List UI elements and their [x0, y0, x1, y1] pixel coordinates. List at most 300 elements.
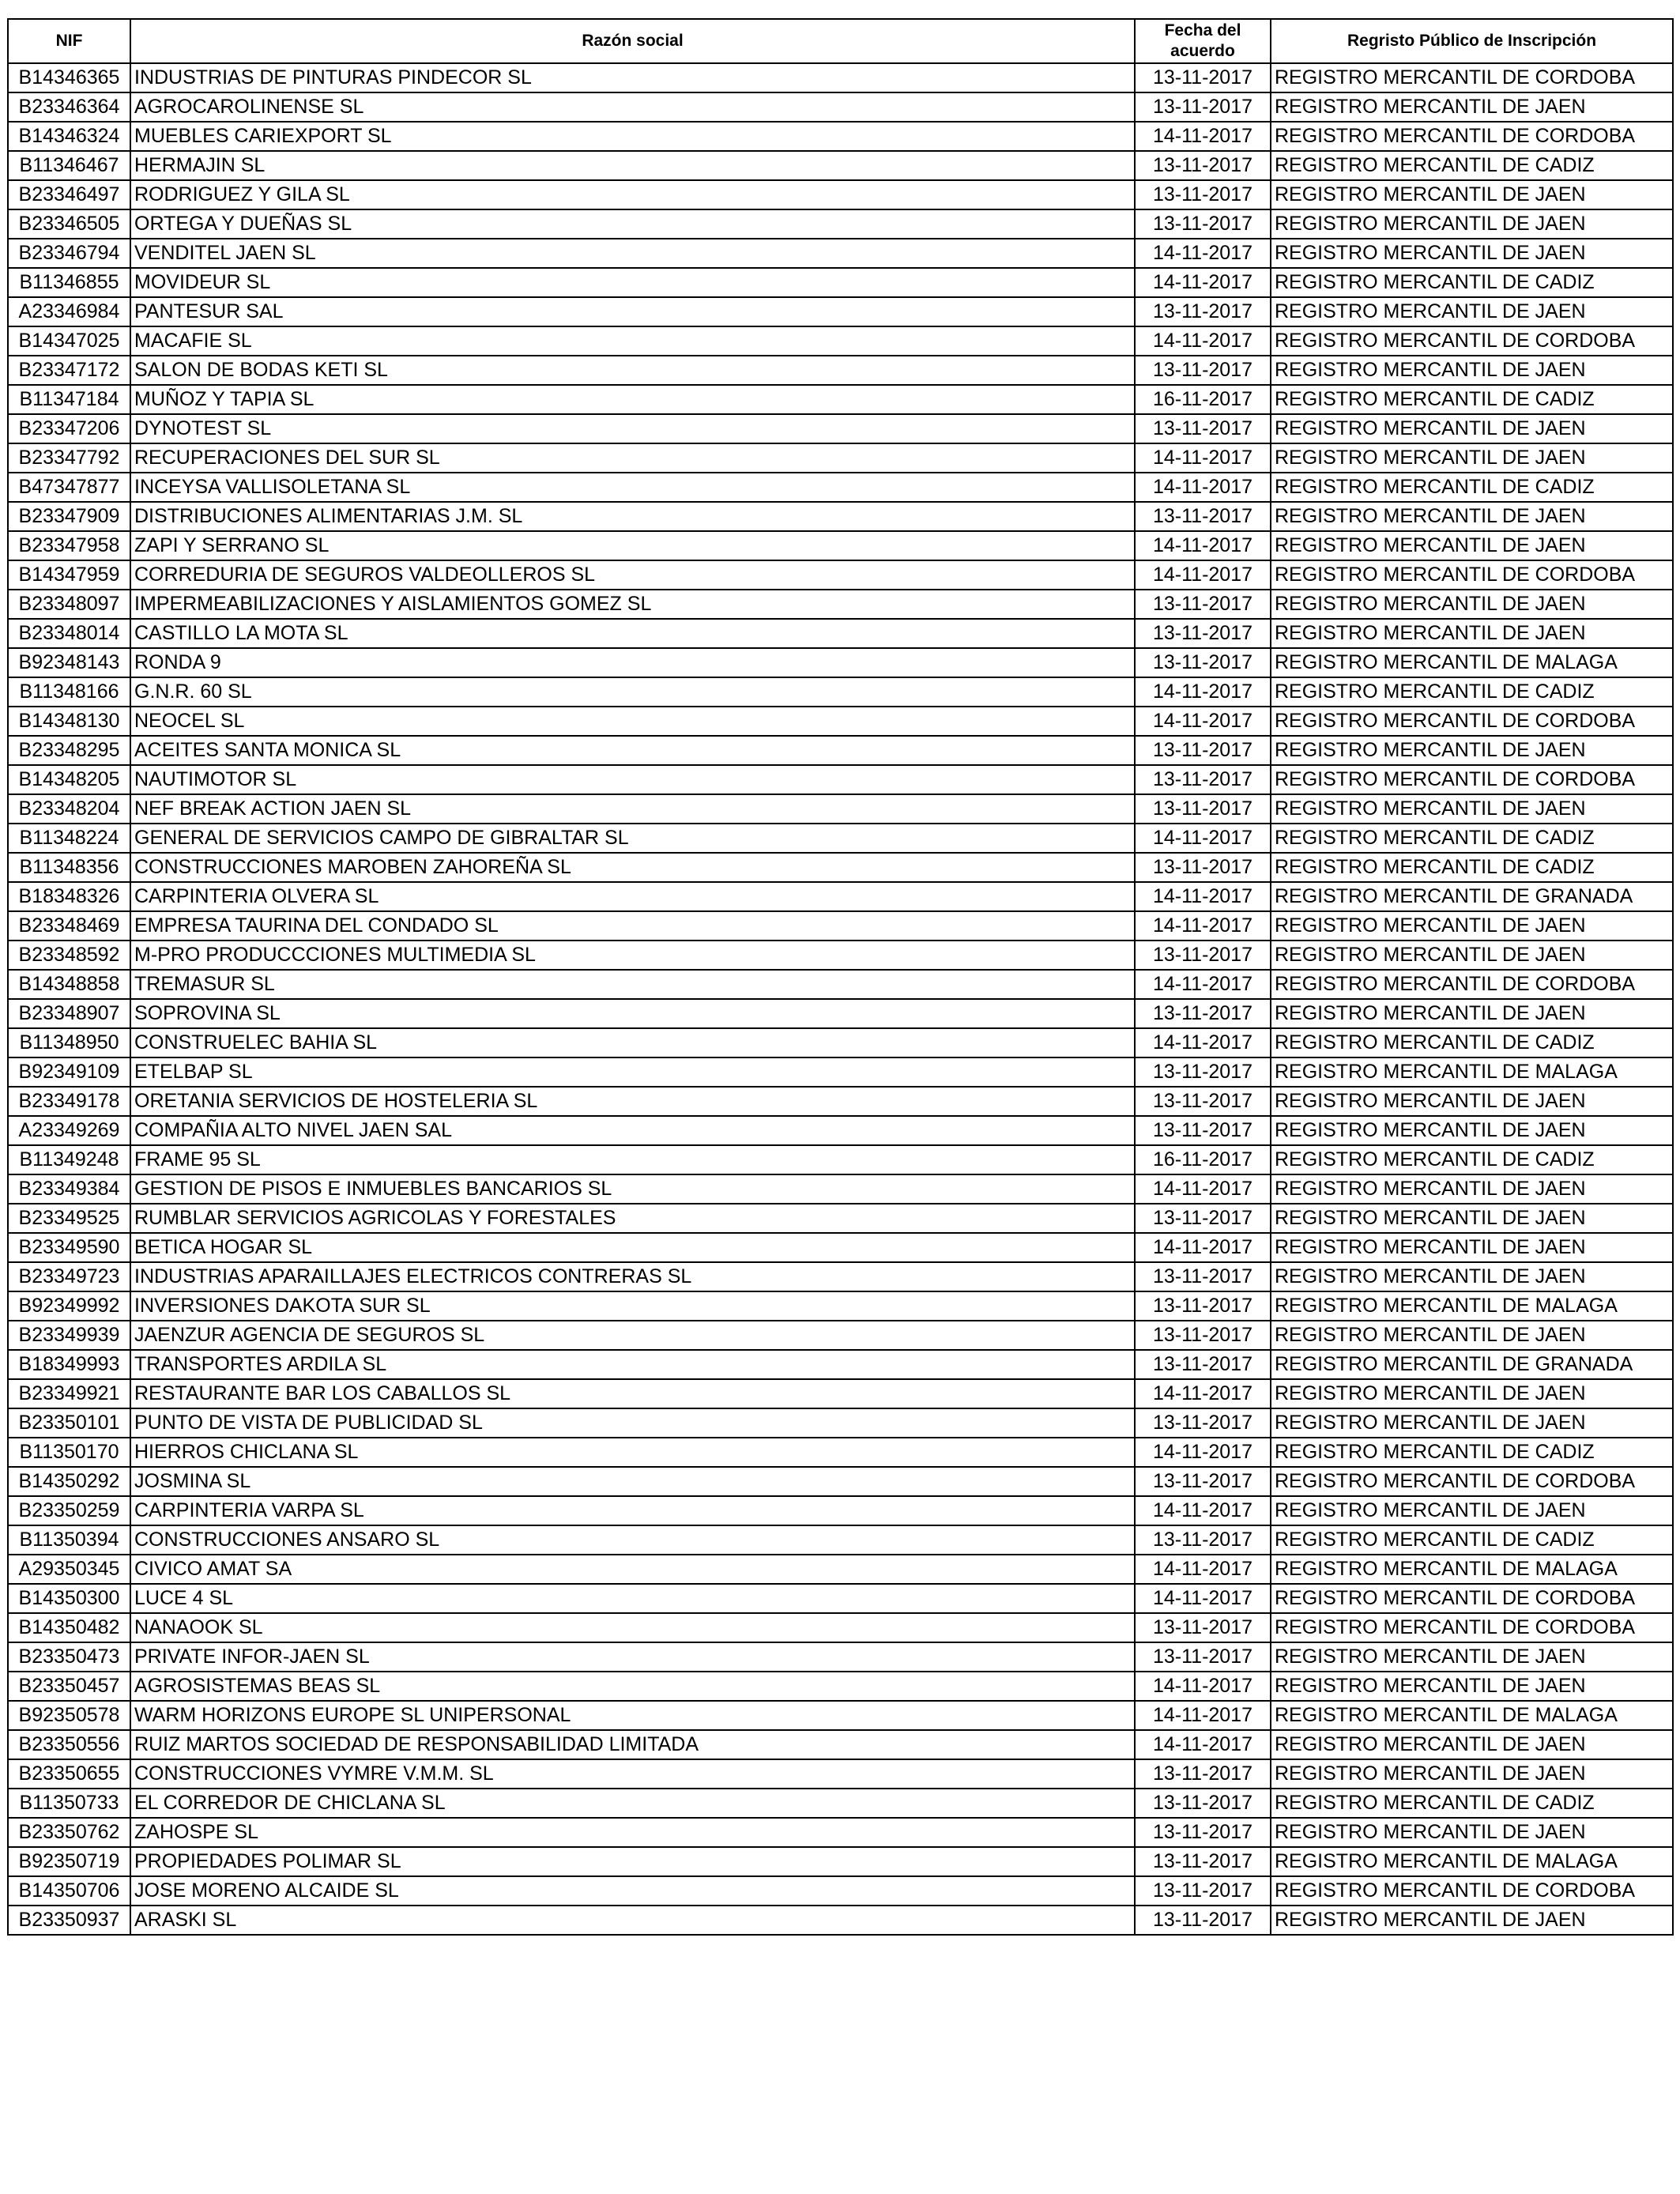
cell-nif: B23346497	[8, 180, 130, 209]
table-row	[8, 1496, 1673, 1525]
cell-nif: B23350457	[8, 1672, 130, 1701]
cell-nif: A23346984	[8, 297, 130, 326]
cell-registro: REGISTRO MERCANTIL DE JAEN	[1271, 794, 1673, 824]
table-row	[8, 1438, 1673, 1467]
cell-nif: A29350345	[8, 1555, 130, 1584]
cell-registro: REGISTRO MERCANTIL DE JAEN	[1271, 1233, 1673, 1262]
cell-nif: B11350733	[8, 1789, 130, 1818]
cell-nif: B23347909	[8, 502, 130, 531]
cell-fecha: 13-11-2017	[1135, 414, 1271, 443]
table-row	[8, 1613, 1673, 1642]
cell-nif: B14346365	[8, 63, 130, 92]
table-row	[8, 385, 1673, 414]
cell-registro: REGISTRO MERCANTIL DE JAEN	[1271, 1818, 1673, 1847]
table-row	[8, 1379, 1673, 1408]
cell-registro: REGISTRO MERCANTIL DE CADIZ	[1271, 473, 1673, 502]
cell-nif: B11346467	[8, 151, 130, 180]
cell-razon-social: NEOCEL SL	[130, 707, 1135, 736]
cell-nif: B14350300	[8, 1584, 130, 1613]
cell-razon-social: ZAHOSPE SL	[130, 1818, 1135, 1847]
cell-fecha: 16-11-2017	[1135, 1145, 1271, 1174]
cell-registro: REGISTRO MERCANTIL DE JAEN	[1271, 443, 1673, 473]
header-row	[8, 19, 1673, 63]
cell-registro: REGISTRO MERCANTIL DE JAEN	[1271, 1204, 1673, 1233]
table-row	[8, 1291, 1673, 1321]
cell-fecha: 13-11-2017	[1135, 1467, 1271, 1496]
cell-registro: REGISTRO MERCANTIL DE JAEN	[1271, 941, 1673, 970]
cell-razon-social: CARPINTERIA VARPA SL	[130, 1496, 1135, 1525]
cell-fecha: 14-11-2017	[1135, 1379, 1271, 1408]
cell-fecha: 13-11-2017	[1135, 1408, 1271, 1438]
cell-nif: B18348326	[8, 882, 130, 911]
cell-nif: B23348469	[8, 911, 130, 941]
cell-fecha: 14-11-2017	[1135, 1174, 1271, 1204]
cell-registro: REGISTRO MERCANTIL DE JAEN	[1271, 239, 1673, 268]
cell-registro: REGISTRO MERCANTIL DE CORDOBA	[1271, 326, 1673, 356]
cell-nif: B23348592	[8, 941, 130, 970]
cell-nif: B92349109	[8, 1057, 130, 1087]
cell-fecha: 16-11-2017	[1135, 385, 1271, 414]
table-row	[8, 1116, 1673, 1145]
column-header-fecha	[1135, 19, 1271, 63]
cell-razon-social: JAENZUR AGENCIA DE SEGUROS SL	[130, 1321, 1135, 1350]
cell-registro: REGISTRO MERCANTIL DE CORDOBA	[1271, 1467, 1673, 1496]
cell-nif: B23350655	[8, 1759, 130, 1789]
cell-razon-social: MUEBLES CARIEXPORT SL	[130, 122, 1135, 151]
cell-razon-social: RONDA 9	[130, 648, 1135, 677]
cell-fecha: 13-11-2017	[1135, 1818, 1271, 1847]
cell-fecha: 13-11-2017	[1135, 1291, 1271, 1321]
cell-razon-social: LUCE 4 SL	[130, 1584, 1135, 1613]
table-row	[8, 1525, 1673, 1555]
cell-nif: B18349993	[8, 1350, 130, 1379]
cell-fecha: 13-11-2017	[1135, 941, 1271, 970]
table-row	[8, 590, 1673, 619]
cell-registro: REGISTRO MERCANTIL DE JAEN	[1271, 1087, 1673, 1116]
table-row	[8, 970, 1673, 999]
cell-registro: REGISTRO MERCANTIL DE JAEN	[1271, 1321, 1673, 1350]
cell-fecha: 14-11-2017	[1135, 1438, 1271, 1467]
cell-fecha: 13-11-2017	[1135, 1789, 1271, 1818]
cell-nif: B23347206	[8, 414, 130, 443]
cell-fecha: 13-11-2017	[1135, 1204, 1271, 1233]
cell-nif: B23348295	[8, 736, 130, 765]
cell-nif: B11348356	[8, 853, 130, 882]
cell-nif: B23348014	[8, 619, 130, 648]
cell-razon-social: EL CORREDOR DE CHICLANA SL	[130, 1789, 1135, 1818]
cell-registro: REGISTRO MERCANTIL DE JAEN	[1271, 1408, 1673, 1438]
cell-registro: REGISTRO MERCANTIL DE JAEN	[1271, 999, 1673, 1028]
cell-fecha: 14-11-2017	[1135, 1496, 1271, 1525]
cell-nif: B23349178	[8, 1087, 130, 1116]
cell-nif: B11350394	[8, 1525, 130, 1555]
cell-registro: REGISTRO MERCANTIL DE CORDOBA	[1271, 707, 1673, 736]
cell-fecha: 14-11-2017	[1135, 443, 1271, 473]
cell-razon-social: CORREDURIA DE SEGUROS VALDEOLLEROS SL	[130, 560, 1135, 590]
cell-fecha: 14-11-2017	[1135, 531, 1271, 560]
cell-razon-social: RODRIGUEZ Y GILA SL	[130, 180, 1135, 209]
table-row	[8, 1028, 1673, 1057]
table-row	[8, 677, 1673, 707]
cell-registro: REGISTRO MERCANTIL DE JAEN	[1271, 531, 1673, 560]
table-row	[8, 180, 1673, 209]
cell-registro: REGISTRO MERCANTIL DE CADIZ	[1271, 1525, 1673, 1555]
cell-fecha: 14-11-2017	[1135, 1730, 1271, 1759]
cell-fecha: 14-11-2017	[1135, 1028, 1271, 1057]
cell-razon-social: MACAFIE SL	[130, 326, 1135, 356]
cell-nif: B14348858	[8, 970, 130, 999]
cell-registro: REGISTRO MERCANTIL DE CADIZ	[1271, 385, 1673, 414]
table-row	[8, 531, 1673, 560]
cell-fecha: 14-11-2017	[1135, 882, 1271, 911]
cell-razon-social: M-PRO PRODUCCCIONES MULTIMEDIA SL	[130, 941, 1135, 970]
cell-razon-social: FRAME 95 SL	[130, 1145, 1135, 1174]
table-row	[8, 1555, 1673, 1584]
cell-razon-social: DISTRIBUCIONES ALIMENTARIAS J.M. SL	[130, 502, 1135, 531]
cell-razon-social: INVERSIONES DAKOTA SUR SL	[130, 1291, 1135, 1321]
table-row	[8, 707, 1673, 736]
cell-razon-social: MUÑOZ Y TAPIA SL	[130, 385, 1135, 414]
cell-registro: REGISTRO MERCANTIL DE JAEN	[1271, 1262, 1673, 1291]
table-row	[8, 297, 1673, 326]
cell-razon-social: PANTESUR SAL	[130, 297, 1135, 326]
cell-registro: REGISTRO MERCANTIL DE MALAGA	[1271, 1701, 1673, 1730]
cell-fecha: 13-11-2017	[1135, 999, 1271, 1028]
cell-fecha: 13-11-2017	[1135, 180, 1271, 209]
cell-registro: REGISTRO MERCANTIL DE JAEN	[1271, 1730, 1673, 1759]
cell-nif: B14348130	[8, 707, 130, 736]
cell-registro: REGISTRO MERCANTIL DE CADIZ	[1271, 1028, 1673, 1057]
cell-fecha: 14-11-2017	[1135, 970, 1271, 999]
cell-registro: REGISTRO MERCANTIL DE JAEN	[1271, 502, 1673, 531]
cell-nif: B23349921	[8, 1379, 130, 1408]
table-row	[8, 1730, 1673, 1759]
cell-fecha: 13-11-2017	[1135, 1525, 1271, 1555]
cell-razon-social: JOSMINA SL	[130, 1467, 1135, 1496]
cell-registro: REGISTRO MERCANTIL DE CADIZ	[1271, 853, 1673, 882]
table-row	[8, 1350, 1673, 1379]
cell-razon-social: NEF BREAK ACTION JAEN SL	[130, 794, 1135, 824]
table-row	[8, 1408, 1673, 1438]
cell-razon-social: CONSTRUCCIONES VYMRE V.M.M. SL	[130, 1759, 1135, 1789]
cell-razon-social: PROPIEDADES POLIMAR SL	[130, 1847, 1135, 1876]
registry-table	[7, 18, 1674, 1936]
cell-registro: REGISTRO MERCANTIL DE GRANADA	[1271, 882, 1673, 911]
cell-razon-social: ACEITES SANTA MONICA SL	[130, 736, 1135, 765]
cell-razon-social: RUIZ MARTOS SOCIEDAD DE RESPONSABILIDAD LIMITADA	[130, 1730, 1135, 1759]
column-header-nif: NIF	[8, 19, 130, 63]
cell-fecha: 13-11-2017	[1135, 1642, 1271, 1672]
table-row	[8, 239, 1673, 268]
table-row	[8, 473, 1673, 502]
table-row	[8, 1642, 1673, 1672]
table-row	[8, 414, 1673, 443]
cell-registro: REGISTRO MERCANTIL DE CADIZ	[1271, 1789, 1673, 1818]
cell-fecha: 13-11-2017	[1135, 1906, 1271, 1935]
cell-fecha: 13-11-2017	[1135, 92, 1271, 122]
column-header-razon-social: Razón social	[130, 19, 1135, 63]
cell-nif: B23350101	[8, 1408, 130, 1438]
cell-registro: REGISTRO MERCANTIL DE JAEN	[1271, 180, 1673, 209]
cell-fecha: 13-11-2017	[1135, 209, 1271, 239]
table-row	[8, 1906, 1673, 1935]
cell-nif: B92349992	[8, 1291, 130, 1321]
table-row	[8, 1701, 1673, 1730]
cell-nif: B23348907	[8, 999, 130, 1028]
cell-registro: REGISTRO MERCANTIL DE JAEN	[1271, 1759, 1673, 1789]
cell-nif: B14350292	[8, 1467, 130, 1496]
fecha-header-line1: Fecha del	[1164, 21, 1241, 40]
table-row	[8, 882, 1673, 911]
cell-fecha: 14-11-2017	[1135, 1672, 1271, 1701]
cell-registro: REGISTRO MERCANTIL DE MALAGA	[1271, 1057, 1673, 1087]
cell-razon-social: JOSE MORENO ALCAIDE SL	[130, 1876, 1135, 1906]
cell-razon-social: TRANSPORTES ARDILA SL	[130, 1350, 1135, 1379]
cell-fecha: 14-11-2017	[1135, 1701, 1271, 1730]
cell-razon-social: PUNTO DE VISTA DE PUBLICIDAD SL	[130, 1408, 1135, 1438]
table-row	[8, 502, 1673, 531]
cell-registro: REGISTRO MERCANTIL DE CADIZ	[1271, 1145, 1673, 1174]
cell-nif: B14347959	[8, 560, 130, 590]
cell-fecha: 13-11-2017	[1135, 1847, 1271, 1876]
cell-registro: REGISTRO MERCANTIL DE JAEN	[1271, 1496, 1673, 1525]
cell-razon-social: AGROCAROLINENSE SL	[130, 92, 1135, 122]
cell-fecha: 14-11-2017	[1135, 473, 1271, 502]
cell-razon-social: RUMBLAR SERVICIOS AGRICOLAS Y FORESTALES	[130, 1204, 1135, 1233]
cell-fecha: 13-11-2017	[1135, 736, 1271, 765]
cell-nif: B23346794	[8, 239, 130, 268]
cell-nif: B23348097	[8, 590, 130, 619]
cell-nif: B11350170	[8, 1438, 130, 1467]
cell-razon-social: ARASKI SL	[130, 1906, 1135, 1935]
fecha-header-line2: acuerdo	[1170, 42, 1235, 60]
cell-nif: B23347172	[8, 356, 130, 385]
cell-registro: REGISTRO MERCANTIL DE JAEN	[1271, 736, 1673, 765]
cell-razon-social: INDUSTRIAS APARAILLAJES ELECTRICOS CONTRERAS SL	[130, 1262, 1135, 1291]
cell-registro: REGISTRO MERCANTIL DE CORDOBA	[1271, 970, 1673, 999]
cell-fecha: 13-11-2017	[1135, 1116, 1271, 1145]
table-row	[8, 92, 1673, 122]
cell-registro: REGISTRO MERCANTIL DE JAEN	[1271, 1672, 1673, 1701]
cell-razon-social: GESTION DE PISOS E INMUEBLES BANCARIOS SL	[130, 1174, 1135, 1204]
cell-razon-social: IMPERMEABILIZACIONES Y AISLAMIENTOS GOMEZ SL	[130, 590, 1135, 619]
cell-razon-social: COMPAÑIA ALTO NIVEL JAEN SAL	[130, 1116, 1135, 1145]
cell-nif: A23349269	[8, 1116, 130, 1145]
cell-razon-social: CONSTRUELEC BAHIA SL	[130, 1028, 1135, 1057]
cell-nif: B23350259	[8, 1496, 130, 1525]
cell-registro: REGISTRO MERCANTIL DE CORDOBA	[1271, 122, 1673, 151]
cell-registro: REGISTRO MERCANTIL DE JAEN	[1271, 297, 1673, 326]
table-row	[8, 326, 1673, 356]
cell-razon-social: AGROSISTEMAS BEAS SL	[130, 1672, 1135, 1701]
cell-razon-social: SALON DE BODAS KETI SL	[130, 356, 1135, 385]
cell-registro: REGISTRO MERCANTIL DE JAEN	[1271, 1642, 1673, 1672]
cell-razon-social: NANAOOK SL	[130, 1613, 1135, 1642]
cell-registro: REGISTRO MERCANTIL DE MALAGA	[1271, 1847, 1673, 1876]
cell-fecha: 14-11-2017	[1135, 326, 1271, 356]
cell-nif: B11348950	[8, 1028, 130, 1057]
cell-razon-social: RECUPERACIONES DEL SUR SL	[130, 443, 1135, 473]
cell-nif: B92348143	[8, 648, 130, 677]
cell-nif: B23349723	[8, 1262, 130, 1291]
cell-razon-social: RESTAURANTE BAR LOS CABALLOS SL	[130, 1379, 1135, 1408]
cell-registro: REGISTRO MERCANTIL DE JAEN	[1271, 619, 1673, 648]
table-row	[8, 122, 1673, 151]
cell-razon-social: ETELBAP SL	[130, 1057, 1135, 1087]
cell-nif: B23350762	[8, 1818, 130, 1847]
cell-razon-social: WARM HORIZONS EUROPE SL UNIPERSONAL	[130, 1701, 1135, 1730]
cell-fecha: 14-11-2017	[1135, 268, 1271, 297]
cell-fecha: 14-11-2017	[1135, 707, 1271, 736]
table-row	[8, 63, 1673, 92]
cell-fecha: 13-11-2017	[1135, 853, 1271, 882]
cell-nif: B11348166	[8, 677, 130, 707]
table-row	[8, 1233, 1673, 1262]
cell-razon-social: INDUSTRIAS DE PINTURAS PINDECOR SL	[130, 63, 1135, 92]
table-row	[8, 209, 1673, 239]
table-row	[8, 824, 1673, 853]
cell-registro: REGISTRO MERCANTIL DE CORDOBA	[1271, 765, 1673, 794]
cell-razon-social: CIVICO AMAT SA	[130, 1555, 1135, 1584]
cell-registro: REGISTRO MERCANTIL DE CADIZ	[1271, 268, 1673, 297]
column-header-registro: Regristo Público de Inscripción	[1271, 19, 1673, 63]
cell-razon-social: DYNOTEST SL	[130, 414, 1135, 443]
cell-fecha: 13-11-2017	[1135, 1350, 1271, 1379]
table-row	[8, 443, 1673, 473]
cell-nif: B23349590	[8, 1233, 130, 1262]
cell-registro: REGISTRO MERCANTIL DE CORDOBA	[1271, 63, 1673, 92]
cell-razon-social: INCEYSA VALLISOLETANA SL	[130, 473, 1135, 502]
cell-registro: REGISTRO MERCANTIL DE CORDOBA	[1271, 560, 1673, 590]
cell-registro: REGISTRO MERCANTIL DE JAEN	[1271, 1174, 1673, 1204]
cell-nif: B23346364	[8, 92, 130, 122]
cell-razon-social: CONSTRUCCIONES MAROBEN ZAHOREÑA SL	[130, 853, 1135, 882]
cell-registro: REGISTRO MERCANTIL DE JAEN	[1271, 1379, 1673, 1408]
cell-fecha: 14-11-2017	[1135, 239, 1271, 268]
cell-nif: B23350556	[8, 1730, 130, 1759]
table-row	[8, 1759, 1673, 1789]
cell-nif: B11346855	[8, 268, 130, 297]
cell-fecha: 14-11-2017	[1135, 1233, 1271, 1262]
cell-fecha: 13-11-2017	[1135, 1613, 1271, 1642]
cell-nif: B23348204	[8, 794, 130, 824]
table-header	[8, 19, 1673, 63]
cell-fecha: 13-11-2017	[1135, 1057, 1271, 1087]
table-row	[8, 736, 1673, 765]
cell-fecha: 13-11-2017	[1135, 1876, 1271, 1906]
cell-fecha: 13-11-2017	[1135, 63, 1271, 92]
cell-registro: REGISTRO MERCANTIL DE CADIZ	[1271, 677, 1673, 707]
cell-razon-social: HERMAJIN SL	[130, 151, 1135, 180]
table-row	[8, 911, 1673, 941]
cell-nif: B92350578	[8, 1701, 130, 1730]
cell-registro: REGISTRO MERCANTIL DE JAEN	[1271, 911, 1673, 941]
table-row	[8, 794, 1673, 824]
table-row	[8, 560, 1673, 590]
cell-fecha: 13-11-2017	[1135, 765, 1271, 794]
cell-razon-social: ORTEGA Y DUEÑAS SL	[130, 209, 1135, 239]
cell-razon-social: SOPROVINA SL	[130, 999, 1135, 1028]
cell-fecha: 13-11-2017	[1135, 297, 1271, 326]
cell-fecha: 14-11-2017	[1135, 560, 1271, 590]
table-row	[8, 268, 1673, 297]
cell-fecha: 14-11-2017	[1135, 1555, 1271, 1584]
cell-nif: B23347792	[8, 443, 130, 473]
cell-registro: REGISTRO MERCANTIL DE JAEN	[1271, 1116, 1673, 1145]
table-row	[8, 1818, 1673, 1847]
table-body	[8, 63, 1673, 1935]
cell-nif: B23350937	[8, 1906, 130, 1935]
table-row	[8, 1087, 1673, 1116]
cell-fecha: 14-11-2017	[1135, 824, 1271, 853]
cell-fecha: 13-11-2017	[1135, 356, 1271, 385]
table-row	[8, 1847, 1673, 1876]
cell-nif: B23350473	[8, 1642, 130, 1672]
cell-nif: B14346324	[8, 122, 130, 151]
table-row	[8, 853, 1673, 882]
cell-registro: REGISTRO MERCANTIL DE JAEN	[1271, 356, 1673, 385]
cell-nif: B23349384	[8, 1174, 130, 1204]
table-row	[8, 765, 1673, 794]
cell-fecha: 14-11-2017	[1135, 911, 1271, 941]
cell-nif: B23347958	[8, 531, 130, 560]
table-row	[8, 1321, 1673, 1350]
cell-nif: B14347025	[8, 326, 130, 356]
cell-fecha: 13-11-2017	[1135, 619, 1271, 648]
cell-razon-social: EMPRESA TAURINA DEL CONDADO SL	[130, 911, 1135, 941]
cell-razon-social: CONSTRUCCIONES ANSARO SL	[130, 1525, 1135, 1555]
cell-razon-social: MOVIDEUR SL	[130, 268, 1135, 297]
cell-registro: REGISTRO MERCANTIL DE JAEN	[1271, 1906, 1673, 1935]
cell-registro: REGISTRO MERCANTIL DE CORDOBA	[1271, 1584, 1673, 1613]
table-row	[8, 1876, 1673, 1906]
table-row	[8, 619, 1673, 648]
cell-registro: REGISTRO MERCANTIL DE MALAGA	[1271, 1291, 1673, 1321]
table-row	[8, 1204, 1673, 1233]
cell-nif: B11348224	[8, 824, 130, 853]
cell-razon-social: TREMASUR SL	[130, 970, 1135, 999]
table-row	[8, 941, 1673, 970]
cell-fecha: 13-11-2017	[1135, 502, 1271, 531]
cell-registro: REGISTRO MERCANTIL DE JAEN	[1271, 92, 1673, 122]
table-row	[8, 1789, 1673, 1818]
cell-razon-social: HIERROS CHICLANA SL	[130, 1438, 1135, 1467]
table-row	[8, 1262, 1673, 1291]
cell-nif: B11349248	[8, 1145, 130, 1174]
cell-registro: REGISTRO MERCANTIL DE MALAGA	[1271, 1555, 1673, 1584]
cell-razon-social: BETICA HOGAR SL	[130, 1233, 1135, 1262]
table-row	[8, 1174, 1673, 1204]
cell-registro: REGISTRO MERCANTIL DE MALAGA	[1271, 648, 1673, 677]
cell-fecha: 13-11-2017	[1135, 648, 1271, 677]
cell-razon-social: PRIVATE INFOR-JAEN SL	[130, 1642, 1135, 1672]
cell-fecha: 13-11-2017	[1135, 590, 1271, 619]
table-row	[8, 1057, 1673, 1087]
cell-razon-social: CASTILLO LA MOTA SL	[130, 619, 1135, 648]
cell-razon-social: GENERAL DE SERVICIOS CAMPO DE GIBRALTAR SL	[130, 824, 1135, 853]
cell-razon-social: G.N.R. 60 SL	[130, 677, 1135, 707]
cell-nif: B47347877	[8, 473, 130, 502]
cell-fecha: 14-11-2017	[1135, 1584, 1271, 1613]
cell-fecha: 13-11-2017	[1135, 1759, 1271, 1789]
cell-registro: REGISTRO MERCANTIL DE CADIZ	[1271, 824, 1673, 853]
cell-fecha: 13-11-2017	[1135, 794, 1271, 824]
cell-nif: B14350706	[8, 1876, 130, 1906]
table-row	[8, 356, 1673, 385]
cell-razon-social: VENDITEL JAEN SL	[130, 239, 1135, 268]
cell-registro: REGISTRO MERCANTIL DE JAEN	[1271, 209, 1673, 239]
cell-razon-social: ZAPI Y SERRANO SL	[130, 531, 1135, 560]
